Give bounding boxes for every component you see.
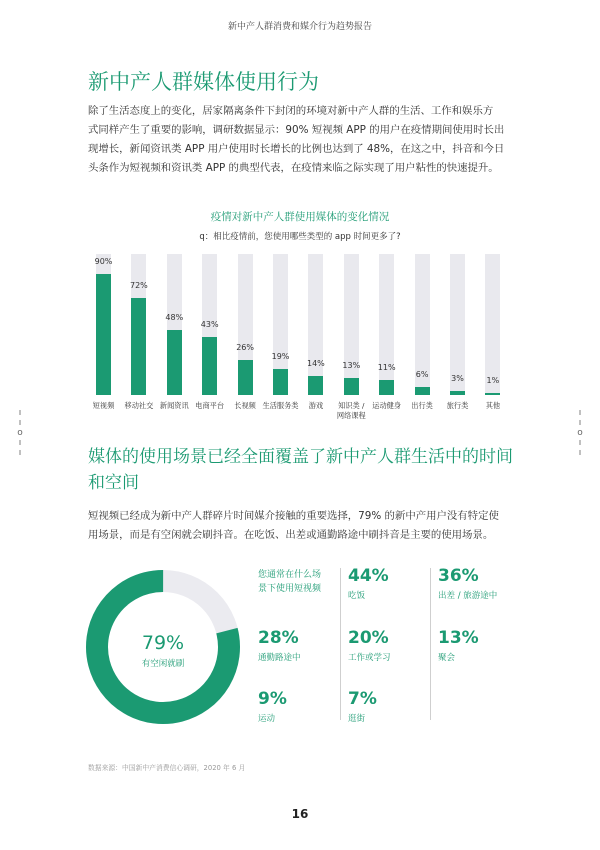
bar-value-label: 19%: [271, 352, 290, 362]
bar-track: [308, 254, 323, 395]
side-decoration-left: ı ı o ı ı: [17, 408, 23, 458]
bar-11: [485, 393, 500, 395]
stat-shopping: 7% 逛街: [348, 689, 377, 724]
category-label: 短视频: [92, 401, 115, 410]
bar-value-label: 6%: [415, 369, 429, 379]
category-label: 生活服务类: [262, 401, 299, 410]
paragraph-line: 头条作为短视频和资讯类 APP 的典型代表，在疫情来临之际实现了用户粘性的快速提升。: [88, 162, 499, 174]
section2-paragraph: [88, 507, 518, 545]
bar-5: [273, 369, 288, 395]
bar-value-label: 1%: [486, 376, 500, 385]
page-number: 16: [291, 807, 309, 821]
paragraph-line: 式同样产生了重要的影响，调研数据显示：90% 短视频 APP 的用户在疫情期间使用时长出: [88, 124, 505, 136]
bar-1: [131, 298, 146, 395]
bar-10: [450, 391, 465, 395]
bar-track: [379, 254, 394, 395]
bar-value-label: 3%: [451, 373, 464, 383]
bar-value-label: 14%: [307, 359, 325, 369]
data-source-note: 数据来源：中国新中产消费信心调研，2020 年 6 月: [88, 764, 246, 772]
bar-3: [202, 337, 217, 395]
bar-6: [308, 376, 323, 395]
category-label: 长视频: [234, 401, 256, 410]
category-label: 运动健身: [372, 401, 402, 410]
stat-work-study: 20% 工作或学习: [348, 628, 391, 663]
bar-value-label: 72%: [130, 281, 148, 291]
category-label: 游戏: [308, 401, 324, 410]
bar-value-label: 90%: [94, 257, 113, 266]
bar-2: [167, 330, 182, 395]
side-decoration-right: ı ı o ı ı: [577, 408, 583, 458]
stat-commute: 28% 通勤路途中: [258, 628, 301, 663]
grid-divider: [430, 568, 431, 720]
category-label: 旅行类: [446, 401, 469, 410]
donut-chart: [85, 569, 241, 725]
chart-subtitle: q：相比疫情前，您使用哪些类型的 app 时间更多了?: [199, 232, 401, 242]
bar-value-label: 13%: [342, 360, 361, 370]
category-label: 知识类 / 网络课程: [336, 401, 366, 420]
donut-label: 有空闲就刷: [141, 659, 185, 669]
paragraph-line: 用场景，而是有空闲就会刷抖音。在吃饭、出差或通勤路途中刷抖音是主要的使用场景。: [88, 529, 494, 541]
bar-value-label: 11%: [377, 363, 396, 373]
category-label: 出行类: [411, 401, 433, 410]
stat-party: 13% 聚会: [438, 628, 479, 663]
scenario-stats-grid: [258, 566, 518, 726]
bar-value-label: 26%: [236, 343, 254, 353]
section-title-media-usage: 新中产人群媒体使用行为: [88, 70, 319, 94]
stat-travel: 36% 出差 / 旅游途中: [438, 566, 498, 601]
category-label: 其他: [485, 401, 501, 410]
bar-7: [344, 378, 359, 395]
bar-track: [485, 254, 500, 395]
donut-value: 79%: [141, 632, 185, 654]
stats-question: 您通常在什么场 景下使用短视频: [258, 570, 322, 594]
category-label: 移动社交: [124, 401, 154, 410]
grid-divider: [340, 568, 341, 720]
bar-track: [344, 254, 359, 395]
paragraph-line: 短视频已经成为新中产人群碎片时间媒介接触的重要选择，79% 的新中产用户没有特定使: [88, 510, 499, 522]
bar-4: [238, 360, 253, 395]
category-label: 电商平台: [195, 401, 225, 410]
chart-title: 疫情对新中产人群使用媒体的变化情况: [210, 211, 390, 223]
section1-paragraph: [88, 102, 518, 178]
paragraph-line: 现增长，新闻资讯类 APP 用户使用时长增长的比例也达到了 48%，在这之中，抖音和今日: [88, 143, 505, 155]
bar-value-label: 48%: [165, 313, 184, 323]
bar-9: [415, 387, 430, 395]
bar-value-label: 43%: [200, 320, 219, 330]
paragraph-line: 除了生活态度上的变化，居家隔离条件下封闭的环境对新中产人群的生活、工作和娱乐方: [88, 105, 494, 117]
bar-0: [96, 274, 111, 395]
bar-8: [379, 380, 394, 395]
report-header: 新中产人群消费和媒介行为趋势报告: [227, 22, 372, 32]
stat-eating: 44% 吃饭: [348, 566, 389, 601]
category-label: 新闻资讯: [159, 401, 189, 410]
stat-exercise: 9% 运动: [258, 689, 287, 724]
section-title-scenarios: 媒体的使用场景已经全面覆盖了新中产人群生活中的时间和空间: [88, 447, 513, 493]
